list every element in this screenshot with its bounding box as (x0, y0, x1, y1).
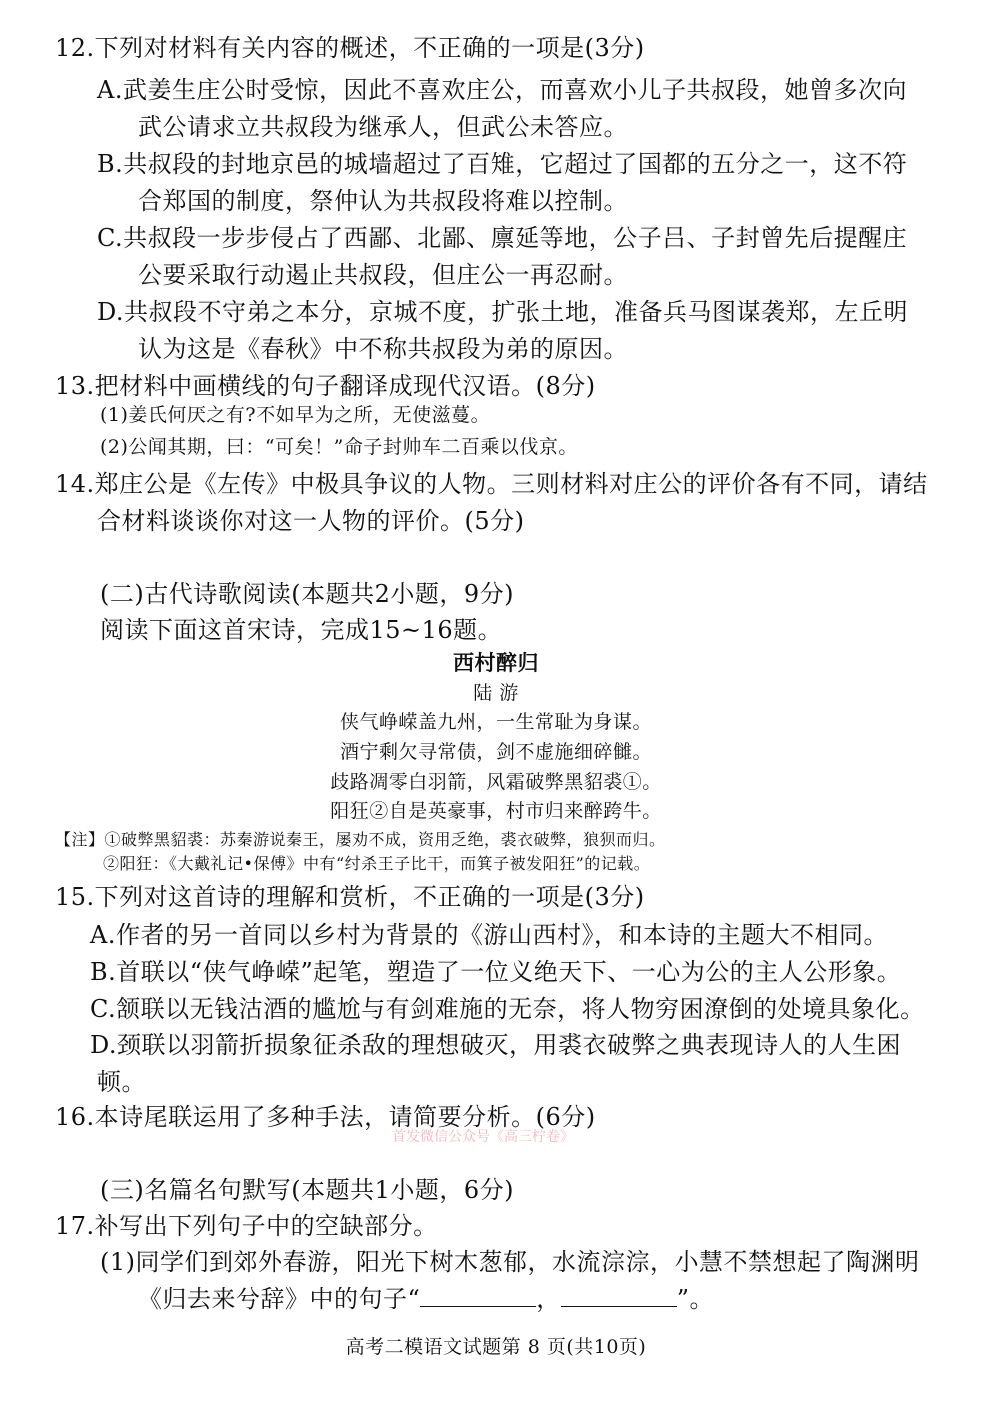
q13-sentence-2: (2)公闻其期，曰：“可矣！”命子封帅车二百乘以伐京。 (100, 436, 578, 458)
poem-note-2: ②阳狂：《大戴礼记•保傅》中有“纣杀王子比干，而箕子被发阳狂”的记载。 (103, 854, 651, 873)
q12-option-d-line1: D.共叔段不守弟之本分，京城不度，扩张土地，准备兵马图谋袭郑，左丘明 (97, 298, 909, 326)
poem-line-4: 阳狂②自是英豪事，村市归来醉跨牛。 (330, 800, 662, 822)
q17-stem: 17.补写出下列句子中的空缺部分。 (55, 1212, 438, 1240)
q15-option-a: A.作者的另一首同以乡村为背景的《游山西村》，和本诗的主题大不相同。 (90, 921, 888, 949)
poem-author: 陆 游 (473, 682, 519, 704)
q14-line1: 14.郑庄公是《左传》中极具争议的人物。三则材料对庄公的评价各有不同，请结 (55, 470, 928, 498)
q14-line2: 合材料谈谈你对这一人物的评价。(5分) (97, 507, 525, 535)
q12-option-c-line1: C.共叔段一步步侵占了西鄙、北鄙、廪延等地，公子吕、子封曾先后提醒庄 (97, 224, 908, 252)
poem-note-1: 【注】①破弊黑貂裘：苏秦游说秦王，屡劝不成，资用乏绝，裘衣破弊，狼狈而归。 (55, 830, 666, 849)
q17-item-1-suffix: ”。 (676, 1285, 715, 1313)
section-2-heading: (二)古代诗歌阅读(本题共2小题，9分) (100, 580, 514, 608)
q17-item-1-comma: ， (536, 1285, 561, 1313)
q12-option-c-line2: 公要采取行动遏止共叔段，但庄公一再忍耐。 (138, 261, 628, 289)
q12-option-b-line2: 合郑国的制度，祭仲认为共叔段将难以控制。 (138, 187, 628, 215)
section-3-heading: (三)名篇名句默写(本题共1小题，6分) (100, 1176, 514, 1204)
q16-stem: 16.本诗尾联运用了多种手法，请简要分析。(6分) (55, 1103, 596, 1131)
poem-line-3: 歧路凋零白羽箭，风霜破弊黑貂裘①。 (330, 771, 662, 793)
section-2-intro: 阅读下面这首宋诗，完成15~16题。 (100, 616, 503, 644)
watermark: 首发微信公众号《高三柠卷》 (392, 1129, 574, 1145)
q13-stem: 13.把材料中画横线的句子翻译成现代汉语。(8分) (55, 372, 596, 400)
q17-answer-blank-2[interactable] (561, 1284, 677, 1307)
poem-line-1: 侠气峥嵘盖九州，一生常耻为身谋。 (339, 711, 652, 733)
q15-option-d-line1: D.颈联以羽箭折损象征杀敌的理想破灭，用裘衣破弊之典表现诗人的人生困 (90, 1031, 902, 1059)
poem-line-2: 酒宁剩欠寻常债，剑不虚施细碎雠。 (339, 741, 652, 763)
q12-option-b-line1: B.共叔段的封地京邑的城墙超过了百雉，它超过了国都的五分之一，这不符 (97, 150, 908, 178)
q17-item-1-prefix: 《归去来兮辞》中的句子“ (138, 1285, 421, 1313)
poem-title: 西村醉归 (453, 651, 539, 675)
q17-item-1-line2 (138, 1283, 714, 1315)
q12-option-a-line1: A.武姜生庄公时受惊，因此不喜欢庄公，而喜欢小儿子共叔段，她曾多次向 (97, 76, 907, 104)
q13-sentence-1: (1)姜氏何厌之有?不如早为之所，无使滋蔓。 (100, 404, 491, 426)
q12-option-a-line2: 武公请求立共叔段为继承人，但武公未答应。 (138, 113, 628, 141)
q12-stem: 12.下列对材料有关内容的概述，不正确的一项是(3分) (55, 34, 645, 62)
q15-option-c: C.颔联以无钱沽酒的尴尬与有剑难施的无奈，将人物穷困潦倒的处境具象化。 (90, 995, 925, 1023)
q12-option-d-line2: 认为这是《春秋》中不称共叔段为弟的原因。 (138, 335, 628, 363)
q15-stem: 15.下列对这首诗的理解和赏析，不正确的一项是(3分) (55, 883, 645, 911)
q15-option-b: B.首联以“侠气峥嵘”起笔，塑造了一位义绝天下、一心为公的主人公形象。 (90, 958, 902, 986)
q17-answer-blank-1[interactable] (420, 1284, 536, 1307)
page-footer: 高考二模语文试题第 8 页(共10页) (345, 1336, 647, 1358)
q17-item-1-line1: (1)同学们到郊外春游，阳光下树木葱郁，水流淙淙，小慧不禁想起了陶渊明 (100, 1248, 920, 1276)
q15-option-d-line2: 顿。 (97, 1068, 146, 1096)
